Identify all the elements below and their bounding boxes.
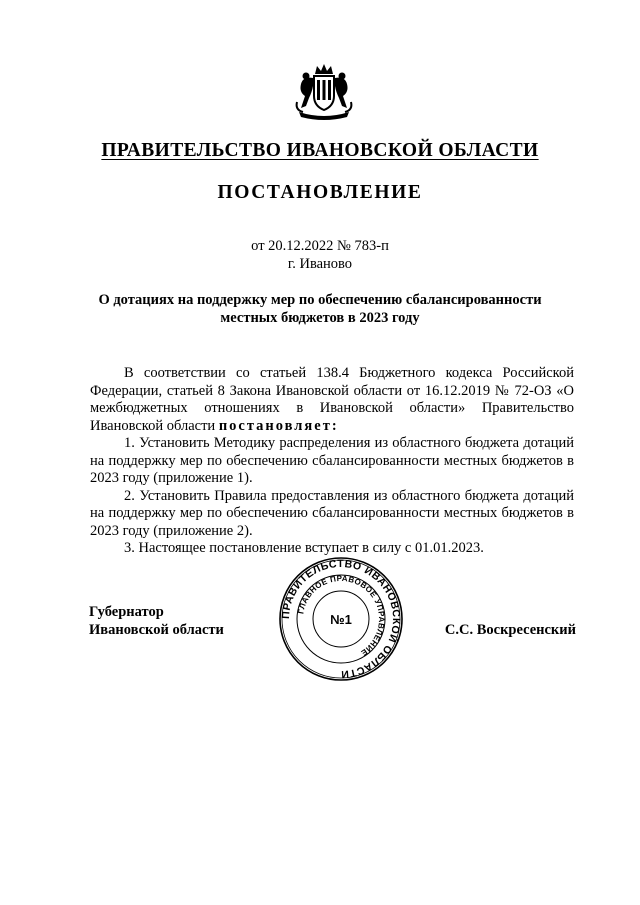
signer-name: С.С. Воскресенский bbox=[444, 622, 576, 638]
ivanovo-coat-of-arms-icon bbox=[293, 62, 355, 122]
list-item-3: 3. Настоящее постановление вступает в силу с 01.01.2023. bbox=[124, 540, 484, 556]
list-item-2: 2. Установить Правила предоставления из областного бюджета дотаций на поддержку мер по обеспечению сбалансированности местных бюджетов в 2023 году (приложение 2). bbox=[90, 487, 574, 539]
intro-text: В соответствии со статьей 138.4 Бюджетного кодекса Российской Федерации, статьей 8 Закона Ивановской области от 16.12.2019 № 72-ОЗ «О межбюджетных отношениях в Ивановской области» Правительство Ивановской области bbox=[90, 365, 574, 434]
decree-word: постановляет bbox=[218, 417, 332, 434]
official-stamp bbox=[277, 555, 405, 683]
subject-line-2: местных бюджетов в 2023 году bbox=[220, 309, 420, 326]
document-body bbox=[90, 365, 574, 558]
list-item-1: 1. Установить Методику распределения из областного бюджета дотаций на поддержку мер по обеспечению сбалансированности местных бюджетов в 2023 году (приложение 1). bbox=[90, 435, 574, 486]
stamp-number: №1 bbox=[330, 612, 352, 627]
decree-colon: : bbox=[331, 417, 339, 434]
document-subject bbox=[70, 292, 570, 327]
document-type: ПОСТАНОВЛЕНИЕ bbox=[217, 182, 423, 203]
signer-position-line-1: Губернатор bbox=[89, 604, 164, 620]
subject-line-1: О дотациях на поддержку мер по обеспечению сбалансированности bbox=[98, 292, 542, 308]
government-title: ПРАВИТЕЛЬСТВО ИВАНОВСКОЙ ОБЛАСТИ bbox=[101, 140, 539, 161]
document-city: г. Иваново bbox=[287, 256, 353, 272]
signer-position-line-2: Ивановской области bbox=[89, 621, 224, 638]
stamp-inner-ring-text: ГЛАВНОЕ ПРАВОВОЕ УПРАВЛЕНИЕ bbox=[296, 573, 387, 658]
signer-position bbox=[89, 604, 224, 639]
stamp-ring-text: ПРАВИТЕЛЬСТВО ИВАНОВСКОЙ ОБЛАСТИ bbox=[279, 557, 403, 681]
intro-paragraph bbox=[90, 365, 574, 435]
document-date-number: от 20.12.2022 № 783-п bbox=[251, 238, 389, 254]
